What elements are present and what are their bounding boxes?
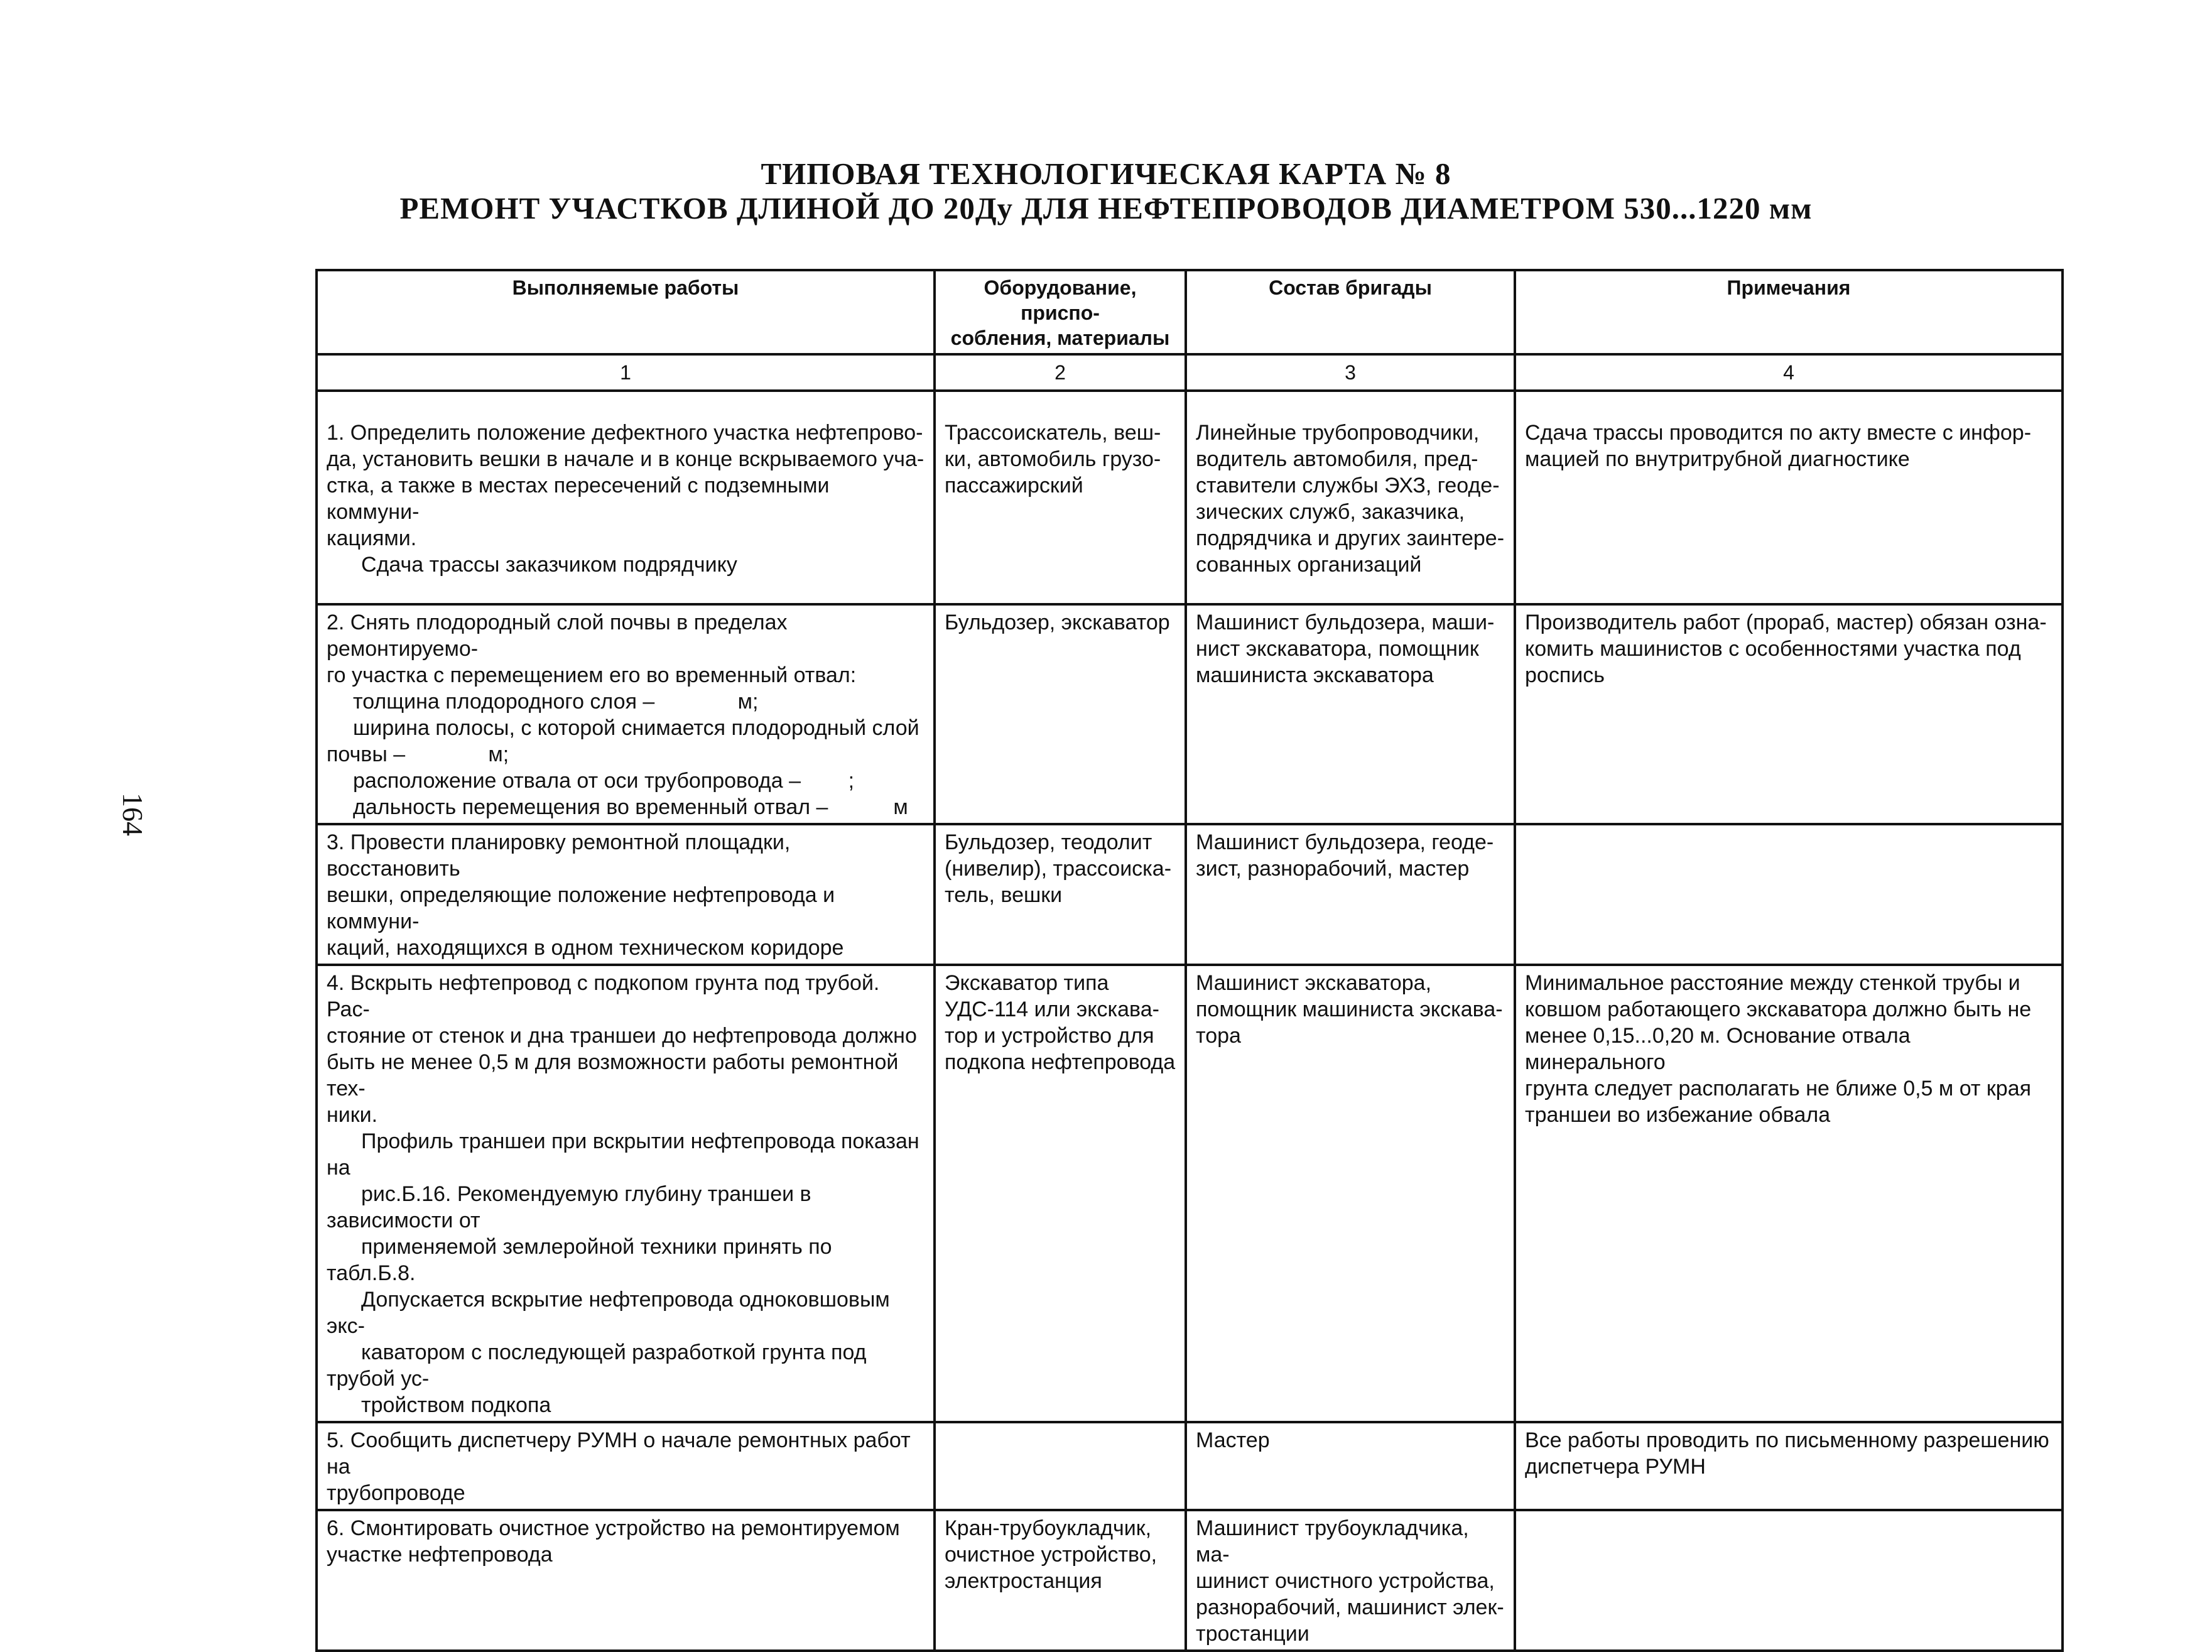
text-line: Экскаватор типа xyxy=(945,971,1109,995)
text-line: УДС-114 или экскава- xyxy=(945,997,1159,1021)
text-line: стояние от стенок и дна траншеи до нефтепровода должно xyxy=(327,1024,917,1048)
text-line: участке нефтепровода xyxy=(327,1543,553,1567)
text-line: тор и устройство для xyxy=(945,1024,1154,1048)
text-line: тель, вешки xyxy=(945,883,1063,907)
work-text xyxy=(327,1427,924,1506)
notes-cell xyxy=(1515,824,2063,965)
header-equipment xyxy=(935,270,1186,354)
equipment-cell xyxy=(935,604,1186,824)
work-cell xyxy=(317,824,935,965)
text-line: электростанция xyxy=(945,1569,1102,1593)
text-line: трубопроводе xyxy=(327,1481,465,1505)
text-line: Сдача трассы проводится по акту вместе с инфор- xyxy=(1525,421,2032,445)
crew-cell xyxy=(1186,416,1515,604)
text-line: мацией по внутритрубной диагностике xyxy=(1525,447,1910,471)
text-line: Профиль траншеи при вскрытии нефтепровода показан на xyxy=(327,1129,919,1180)
text-line: менее 0,15...0,20 м. Основание отвала минерального xyxy=(1525,1024,1911,1074)
text-line: ники. xyxy=(327,1103,378,1127)
text-line: собления, материалы xyxy=(950,327,1170,349)
column-number-row xyxy=(317,354,2063,391)
document-title: ТИПОВАЯ ТЕХНОЛОГИЧЕСКАЯ КАРТА № 8 xyxy=(761,156,1451,191)
document-subtitle: РЕМОНТ УЧАСТКОВ ДЛИНОЙ ДО 20Ду ДЛЯ НЕФТЕПРОВОДОВ ДИАМЕТРОМ 530...1220 мм xyxy=(399,191,1813,226)
work-cell xyxy=(317,1510,935,1651)
equipment-cell xyxy=(935,416,1186,604)
text-line: зических служб, заказчика, xyxy=(1196,500,1465,524)
text-line: Кран-трубоукладчик, xyxy=(945,1516,1152,1540)
table-row xyxy=(317,1422,2063,1510)
text-line: Допускается вскрытие нефтепровода одноковшовым экс- xyxy=(327,1288,890,1338)
column-number: 2 xyxy=(935,354,1186,391)
crew-cell xyxy=(1186,824,1515,965)
table-row xyxy=(317,1510,2063,1651)
text-line: каватором с последующей разработкой грунта под трубой ус- xyxy=(327,1340,867,1391)
notes-cell xyxy=(1515,1422,2063,1510)
text-line: быть не менее 0,5 м для возможности работы ремонтной тех- xyxy=(327,1050,899,1100)
work-text xyxy=(327,829,924,961)
text-line: роспись xyxy=(1525,663,1605,687)
work-param: дальность перемещения во временный отвал – м xyxy=(353,795,908,819)
equipment-cell xyxy=(935,1510,1186,1651)
text-line: да, установить вешки в начале и в конце вскрываемого уча- xyxy=(327,447,924,471)
text-line: шинист очистного устройства, xyxy=(1196,1569,1495,1593)
crew-cell xyxy=(1186,1422,1515,1510)
text-line: 2. Снять плодородный слой почвы в пределах ремонтируемо- xyxy=(327,611,788,661)
work-text xyxy=(327,1515,924,1568)
text-line: го участка с перемещением его во временный отвал: xyxy=(327,663,857,687)
crew-cell xyxy=(1186,1510,1515,1651)
header-crew: Состав бригады xyxy=(1186,270,1515,354)
text-line: Мастер xyxy=(1196,1428,1270,1452)
text-line: Машинист бульдозера, маши- xyxy=(1196,611,1495,634)
text-line: Производитель работ (прораб, мастер) обязан озна- xyxy=(1525,611,2047,634)
work-param: ширина полосы, с которой снимается плодородный слой xyxy=(353,716,919,740)
work-text xyxy=(327,420,924,552)
table-row xyxy=(317,965,2063,1422)
work-param: толщина плодородного слоя – м; xyxy=(353,690,759,714)
work-cell xyxy=(317,965,935,1422)
text-line: траншеи во избежание обвала xyxy=(1525,1103,1831,1127)
table-header-row xyxy=(317,270,2063,354)
column-number: 3 xyxy=(1186,354,1515,391)
crew-cell xyxy=(1186,965,1515,1422)
text-line: тростанции xyxy=(1196,1622,1309,1646)
text-line: нист экскаватора, помощник xyxy=(1196,637,1479,661)
equipment-cell xyxy=(935,1422,1186,1510)
page-number: 164 xyxy=(117,793,149,836)
text-line: каций, находящихся в одном техническом коридоре xyxy=(327,936,844,960)
work-text xyxy=(327,609,924,688)
work-param: почвы – м; xyxy=(327,742,509,766)
work-cell xyxy=(317,604,935,824)
equipment-cell xyxy=(935,965,1186,1422)
text-line: Машинист трубоукладчика, ма- xyxy=(1196,1516,1469,1567)
notes-cell xyxy=(1515,965,2063,1422)
work-paragraph xyxy=(327,1286,924,1418)
text-line: стка, а также в местах пересечений с подземными коммуни- xyxy=(327,474,830,524)
crew-cell xyxy=(1186,604,1515,824)
text-line: Трассоискатель, веш- xyxy=(945,421,1161,445)
text-line: тора xyxy=(1196,1024,1241,1048)
header-work: Выполняемые работы xyxy=(317,270,935,354)
column-number: 4 xyxy=(1515,354,2063,391)
text-line: 1. Определить положение дефектного участка нефтепрово- xyxy=(327,421,923,445)
work-paragraph xyxy=(327,1128,924,1286)
text-line: сованных организаций xyxy=(1196,553,1422,577)
text-line: грунта следует располагать не ближе 0,5 м от края xyxy=(1525,1077,2032,1100)
text-line: рис.Б.16. Рекомендуемую глубину траншеи в зависимости от xyxy=(327,1182,811,1232)
table-row xyxy=(317,824,2063,965)
text-line: вешки, определяющие положение нефтепровода и коммуни- xyxy=(327,883,835,933)
text-line: Бульдозер, экскаватор xyxy=(945,611,1170,634)
text-line: ки, автомобиль грузо- xyxy=(945,447,1161,471)
text-line: ставители службы ЭХЗ, геоде- xyxy=(1196,474,1500,497)
text-line: Линейные трубопроводчики, xyxy=(1196,421,1480,445)
text-line: 6. Смонтировать очистное устройство на ремонтируемом xyxy=(327,1516,900,1540)
text-line: применяемой землеройной техники принять по табл.Б.8. xyxy=(327,1235,832,1285)
text-line: разнорабочий, машинист элек- xyxy=(1196,1595,1504,1619)
text-line: Минимальное расстояние между стенкой трубы и xyxy=(1525,971,2020,995)
text-line: машиниста экскаватора xyxy=(1196,663,1434,687)
text-line: водитель автомобиля, пред- xyxy=(1196,447,1478,471)
text-line: кациями. xyxy=(327,526,417,550)
notes-cell xyxy=(1515,416,2063,604)
table-row xyxy=(317,604,2063,824)
text-line: диспетчера РУМН xyxy=(1525,1455,1706,1479)
text-line: Все работы проводить по письменному разрешению xyxy=(1525,1428,2049,1452)
text-line: 4. Вскрыть нефтепровод с подкопом грунта под трубой. Рас- xyxy=(327,971,880,1021)
work-cell xyxy=(317,1422,935,1510)
work-extra: Сдача трассы заказчиком подрядчику xyxy=(361,553,737,577)
text-line: тройством подкопа xyxy=(361,1393,551,1417)
equipment-cell xyxy=(935,824,1186,965)
text-line: 5. Сообщить диспетчеру РУМН о начале ремонтных работ на xyxy=(327,1428,911,1479)
header-notes: Примечания xyxy=(1515,270,2063,354)
text-line: Машинист бульдозера, геоде- xyxy=(1196,830,1494,854)
text-line: Бульдозер, теодолит xyxy=(945,830,1152,854)
text-line: (нивелир), трассоиска- xyxy=(945,857,1172,881)
notes-cell xyxy=(1515,1510,2063,1651)
work-text xyxy=(327,970,924,1128)
text-line: Машинист экскаватора, xyxy=(1196,971,1432,995)
text-line: Оборудование, приспо- xyxy=(984,276,1137,324)
text-line: зист, разнорабочий, мастер xyxy=(1196,857,1470,881)
work-cell xyxy=(317,416,935,604)
work-param: расположение отвала от оси трубопровода – ; xyxy=(353,769,855,793)
text-line: комить машинистов с особенностями участка под xyxy=(1525,637,2021,661)
text-line: 3. Провести планировку ремонтной площадки, восстановить xyxy=(327,830,791,881)
table-row xyxy=(317,416,2063,604)
text-line: очистное устройство, xyxy=(945,1543,1158,1567)
text-line: ковшом работающего экскаватора должно быть не xyxy=(1525,997,2032,1021)
text-line: подкопа нефтепровода xyxy=(945,1050,1176,1074)
spacer-row xyxy=(317,391,2063,416)
text-line: подрядчика и других заинтере- xyxy=(1196,526,1505,550)
column-number: 1 xyxy=(317,354,935,391)
notes-cell xyxy=(1515,604,2063,824)
text-line: пассажирский xyxy=(945,474,1083,497)
text-line: помощник машиниста экскава- xyxy=(1196,997,1503,1021)
technology-card-table xyxy=(315,269,2064,1652)
